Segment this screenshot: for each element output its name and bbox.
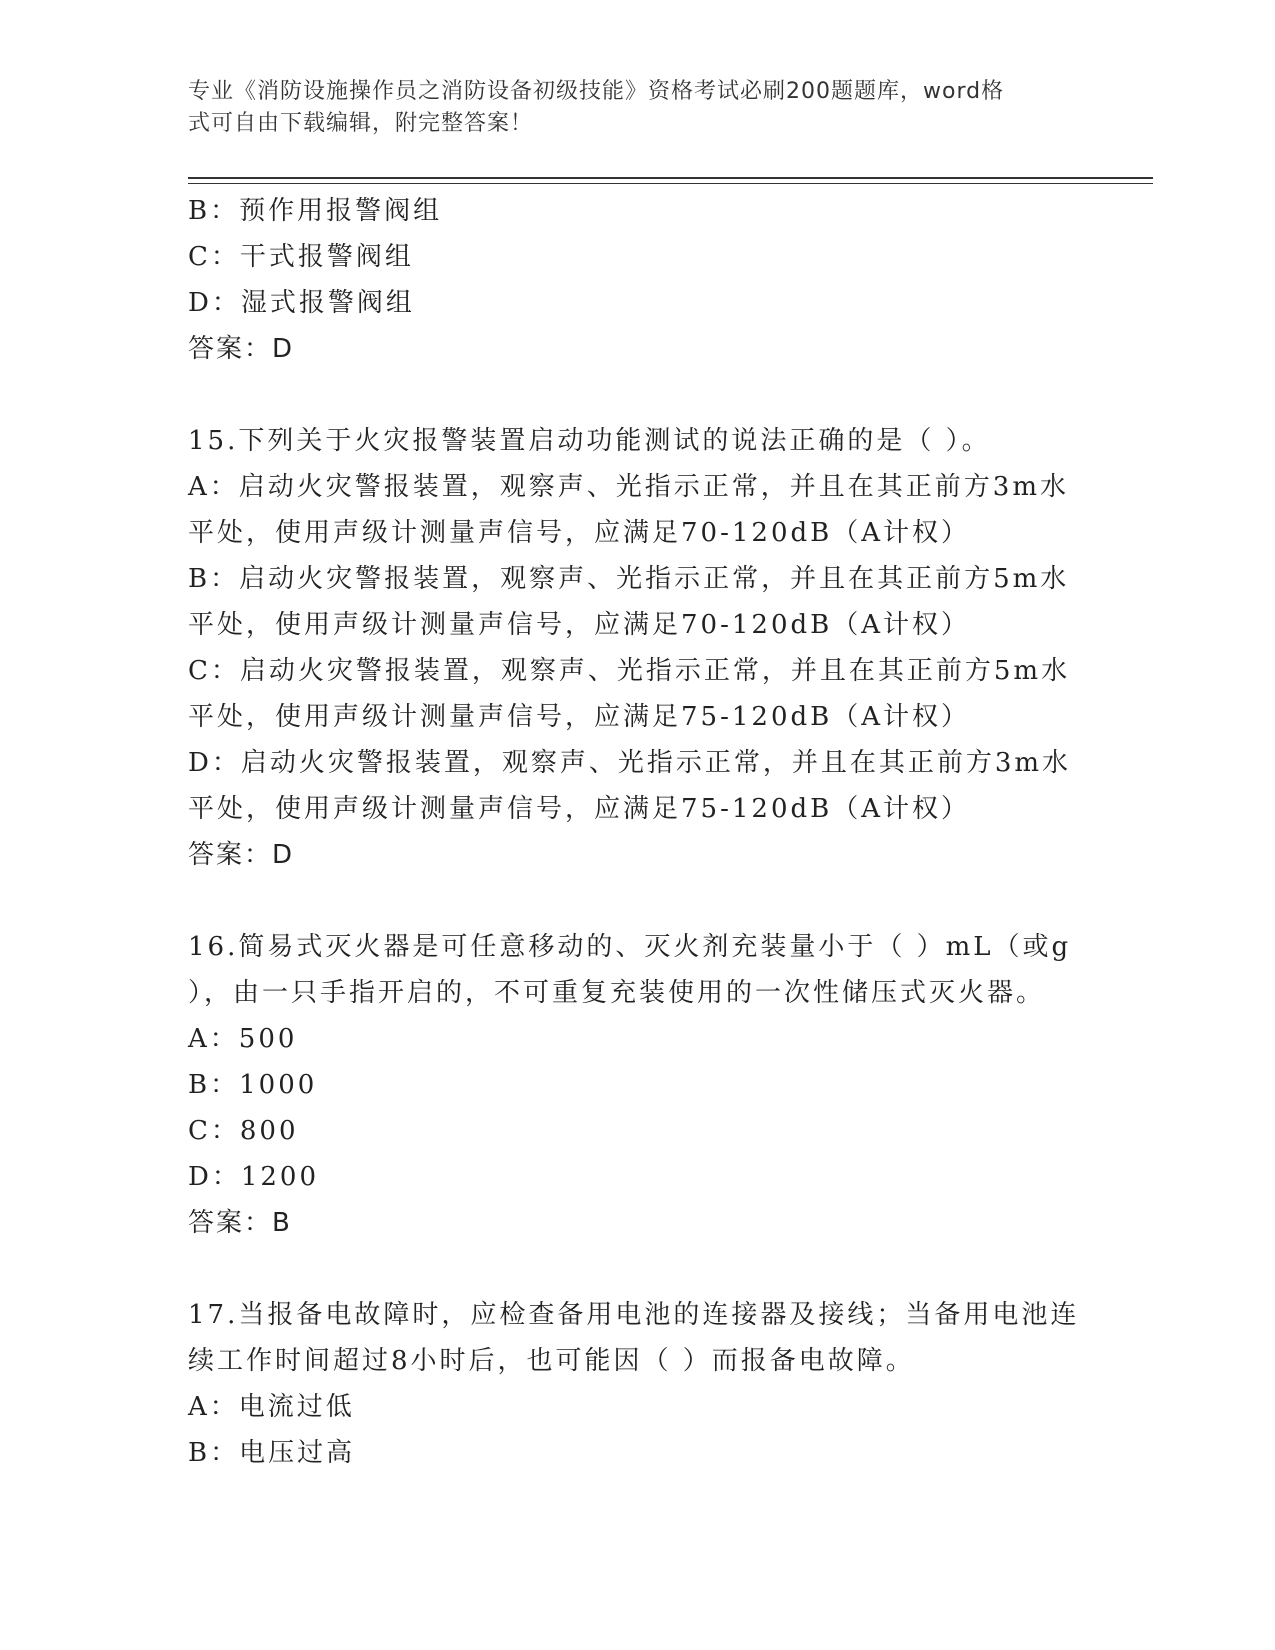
option-b: B：电压过高	[188, 1438, 356, 1468]
option-a: A：电流过低	[188, 1392, 355, 1422]
answer: 答案：D	[188, 334, 295, 364]
question-14	[188, 188, 1088, 372]
question-16	[188, 924, 1088, 1246]
question-stem-line-2: 续工作时间超过8小时后，也可能因（ ）而报备电故障。	[188, 1346, 915, 1376]
option-c: C：干式报警阀组	[188, 242, 414, 272]
option-a-line-2: 平处，使用声级计测量声信号，应满足70-120dB（A计权）	[188, 518, 971, 548]
option-b-line-2: 平处，使用声级计测量声信号，应满足70-120dB（A计权）	[188, 610, 971, 640]
option-a: A：500	[188, 1024, 298, 1054]
option-b: B：1000	[188, 1070, 318, 1100]
question-spacer	[188, 1246, 1088, 1292]
option-d: D：1200	[188, 1162, 320, 1192]
answer: 答案：D	[188, 840, 295, 870]
question-stem-line-2: ），由一只手指开启的，不可重复充装使用的一次性储压式灭火器。	[188, 978, 1046, 1008]
option-d-line-2: 平处，使用声级计测量声信号，应满足75-120dB（A计权）	[188, 794, 971, 824]
option-c-line-2: 平处，使用声级计测量声信号，应满足75-120dB（A计权）	[188, 702, 971, 732]
option-c: C：800	[188, 1116, 299, 1146]
answer: 答案：B	[188, 1208, 292, 1238]
question-17	[188, 1292, 1088, 1476]
option-d-line-1: D：启动火灾警报装置，观察声、光指示正常，并且在其正前方3m水	[188, 748, 1072, 778]
header-divider-thick	[188, 177, 1153, 179]
header-line-1: 专业《消防设施操作员之消防设备初级技能》资格考试必刷200题题库，word格	[188, 79, 1005, 104]
header-divider-thin	[188, 183, 1153, 184]
document-header	[188, 76, 1068, 140]
question-15	[188, 418, 1088, 878]
question-spacer	[188, 878, 1088, 924]
option-a-line-1: A：启动火灾警报装置，观察声、光指示正常，并且在其正前方3m水	[188, 472, 1069, 502]
question-spacer	[188, 372, 1088, 418]
option-b: B：预作用报警阀组	[188, 196, 443, 226]
question-content	[188, 188, 1088, 1476]
question-stem: 15.下列关于火灾报警装置启动功能测试的说法正确的是（ ）。	[188, 426, 991, 456]
option-d: D：湿式报警阀组	[188, 288, 415, 318]
header-line-2: 式可自由下载编辑，附完整答案！	[188, 111, 534, 136]
question-stem-line-1: 16.简易式灭火器是可任意移动的、灭火剂充装量小于（ ）mL（或g	[188, 932, 1072, 962]
question-stem-line-1: 17.当报备电故障时，应检查备用电池的连接器及接线；当备用电池连	[188, 1300, 1080, 1330]
option-c-line-1: C：启动火灾警报装置，观察声、光指示正常，并且在其正前方5m水	[188, 656, 1071, 686]
option-b-line-1: B：启动火灾警报装置，观察声、光指示正常，并且在其正前方5m水	[188, 564, 1070, 594]
